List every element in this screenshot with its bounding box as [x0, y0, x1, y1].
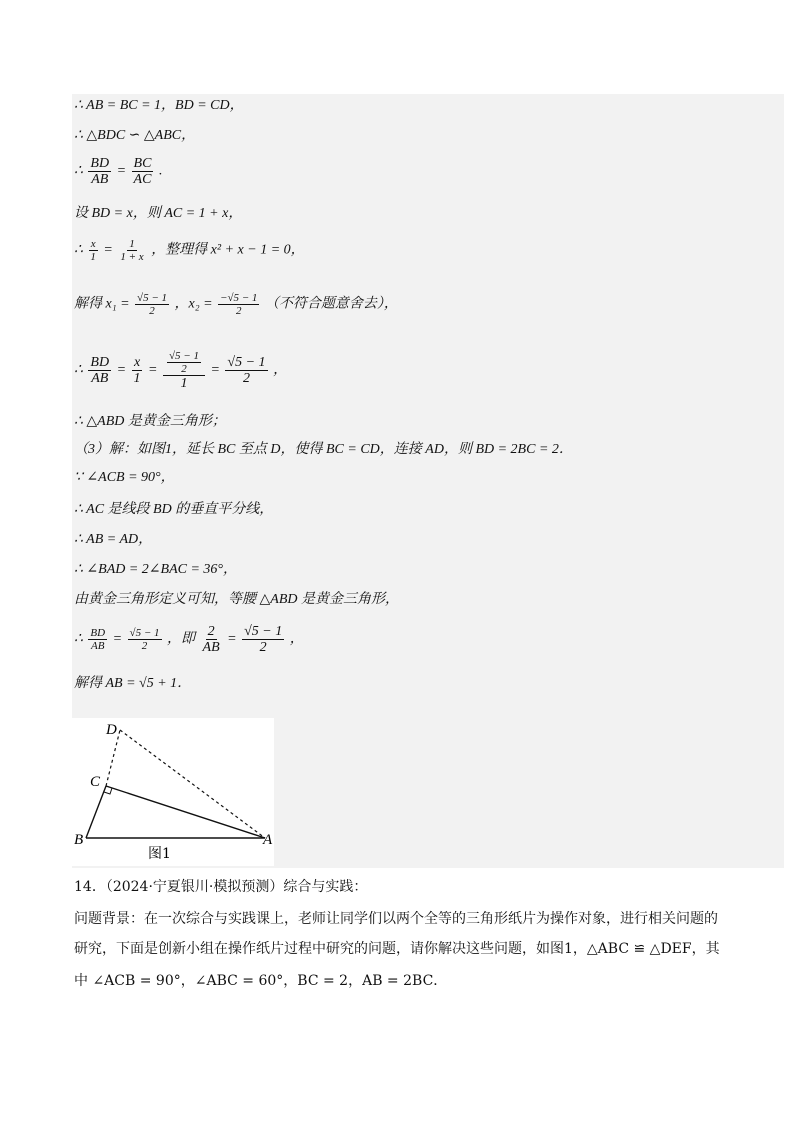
label-a: A	[263, 832, 273, 848]
question-14-heading: 14．（2024·宁夏银川·模拟预测）综合与实践：	[74, 879, 368, 895]
solution-line-11: ∴ AC 是线段 BD 的垂直平分线，	[74, 502, 274, 517]
segment-ca	[106, 786, 265, 838]
triangle-figure	[72, 718, 274, 866]
label-d: D	[106, 722, 117, 738]
question-14-line-1: 问题背景：在一次综合与实践课上，老师让同学们以两个全等的三角形纸片为操作对象，进行相关问题的	[74, 911, 718, 927]
segment-cd-dashed	[106, 730, 120, 786]
solution-line-6: 解得 x₁ = $\frac{√5 - 1}{2}$ ，x₂ = $\frac{-√5 - 1}{2}$ （不符合题意舍去），	[74, 292, 398, 317]
solution-line-9: （3）解：如图1，延长 BC 至点 D，使得 BC = CD，连接 AD，则 BD = 2BC = 2．	[74, 442, 573, 457]
solution-line-2: ∴ △BDC ∽ △ABC，	[74, 128, 196, 143]
solution-line-5: ∴ $\frac{x}{1}$ = $\frac{1}{1 + x}$ ，整理得 x² + x − 1 = 0，	[74, 238, 305, 263]
triangle-figure-svg	[72, 718, 274, 866]
solution-line-10: ∵ ∠ACB = 90°，	[74, 470, 175, 485]
solution-line-14: 由黄金三角形定义可知，等腰 △ABD 是黄金三角形，	[74, 592, 399, 607]
question-14-line-3: 中 ∠ACB = 90°，∠ABC = 60°，BC = 2，AB = 2BC．	[74, 973, 448, 989]
solution-line-12: ∴ AB = AD，	[74, 532, 153, 547]
solution-line-3: ∴ $\frac{BD}{AB}$ = $\frac{BC}{AC}$ .	[74, 156, 163, 187]
figure-caption: 图1	[148, 846, 171, 862]
label-b: B	[74, 832, 84, 848]
solution-line-4: 设 BD = x，则 AC = 1 + x，	[74, 206, 243, 221]
segment-da-dashed	[120, 730, 265, 838]
question-14-line-2: 研究，下面是创新小组在操作纸片过程中研究的问题，请你解决这些问题，如图1，△ABC ≌ △DEF，其	[74, 941, 720, 957]
solution-line-1: ∴ AB = BC = 1，BD = CD，	[74, 98, 244, 113]
segment-bc	[86, 786, 106, 838]
solution-line-8: ∴ △ABD 是黄金三角形；	[74, 414, 226, 429]
solution-line-15: ∴ $\frac{BD}{AB}$ = $\frac{√5 - 1}{2}$ ，即 $\frac{2}{AB}$ = $\frac{√5 - 1}{2}$ ，	[74, 624, 304, 655]
label-c: C	[90, 774, 101, 790]
solution-line-13: ∴ ∠BAD = 2∠BAC = 36°，	[74, 562, 238, 577]
solution-line-16: 解得 AB = √5 + 1．	[74, 676, 192, 691]
solution-line-7: ∴ $\frac{BD}{AB}$ = $\frac{x}{1}$ = $\frac{\frac{√5 - 1}{2}}{1}$ = $\frac{√5 - 1}{2}$ ，	[74, 350, 288, 391]
